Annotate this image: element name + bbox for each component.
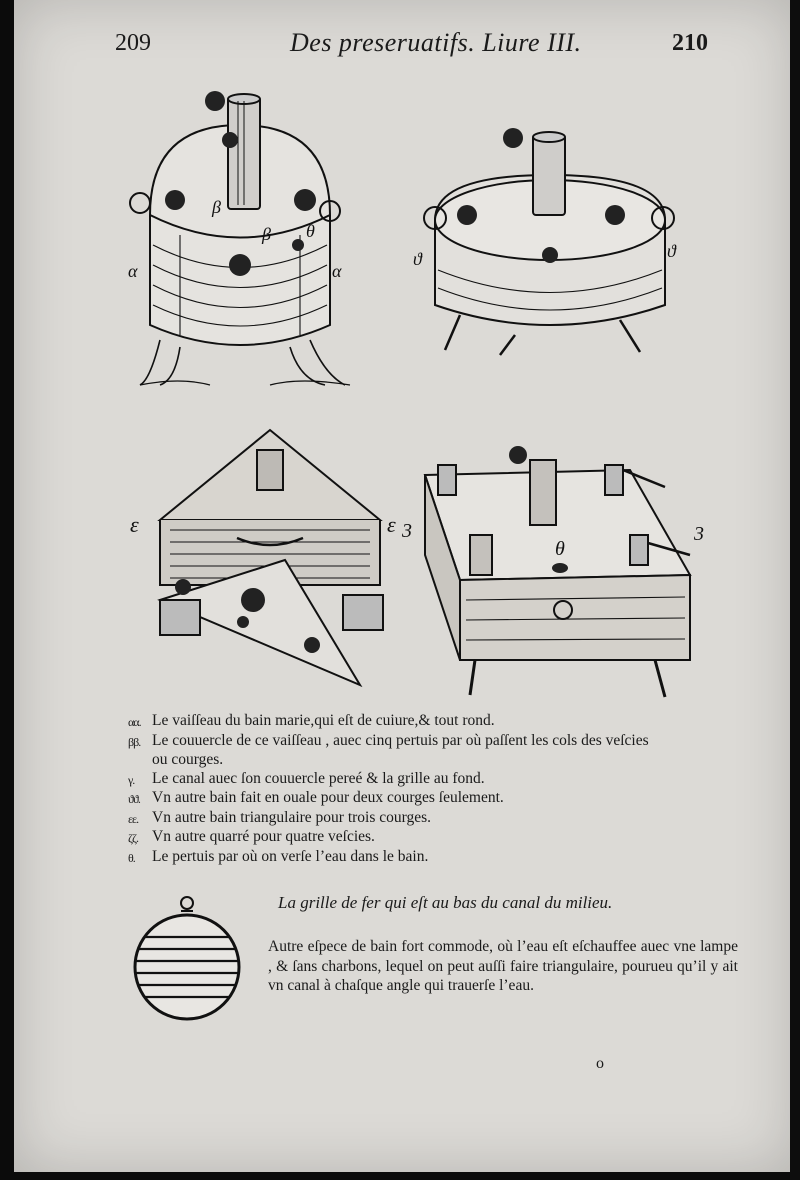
label-epsilon-left: ε [130,512,139,537]
label-epsilon-right: ε [387,512,396,537]
legend-symbol: ϑϑ. [128,792,140,806]
legend-text: Le couuercle de ce vaiſſeau , auec cinq pertuis par où paſſent les cols des veſcies [152,731,649,749]
figure-iron-grille [130,885,250,1025]
legend-text: ou courges. [152,751,224,768]
legend-row [128,828,728,848]
label-three-right: 3 [694,523,704,545]
legend-symbol: θ. [128,850,135,865]
legend-symbol [128,751,152,770]
legend-text: Le vaiſſeau du bain marie,qui eſt de cuiure,& tout rond. [152,712,495,729]
figure-legend [128,712,728,867]
legend-row [128,809,728,829]
label-theta-square: θ [555,538,565,560]
description-paragraph: Autre eſpece de bain fort commode, où l’eau eſt eſchauffee auec vne lampe , & ſans charbons, lequel on peut auſſi faire triangulaire, pourueu qu’il y ait vn canal à chaſque angle qui trauerſe l’eau. [268,938,738,994]
legend-symbol: αα. [128,715,141,729]
legend-symbol: ββ. [128,734,141,749]
running-title: Des preseruatifs. Liure III. [290,28,582,57]
legend-symbol: εε. [128,811,139,826]
grille-caption: La grille de fer qui eſt au bas du canal du milieu. [278,893,613,912]
page-header [0,26,800,66]
label-beta-left: β [212,197,221,217]
label-theta: θ [306,221,315,241]
page-number-right: 210 [672,30,708,56]
figure-round-bath [120,85,420,405]
legend-symbol: ζζ. [128,831,138,845]
catchword-mark: o [596,1055,604,1072]
label-theta-left: ϑ [413,249,422,269]
legend-row [128,789,728,809]
legend-symbol: γ. [128,772,135,787]
legend-row [128,732,728,752]
label-theta-right: ϑ [667,241,676,261]
label-alpha-right: α [332,261,342,281]
legend-row [128,770,728,790]
legend-text: Vn autre quarré pour quatre veſcies. [152,828,375,845]
figure-square-bath [400,425,720,705]
legend-row [128,751,728,770]
legend-row [128,848,728,868]
figure-triangular-bath [125,420,415,690]
legend-row [128,712,728,732]
legend-text: Le canal auec ſon couuercle pereé & la grille au fond. [152,769,485,787]
legend-text: Vn autre bain triangulaire pour trois courges. [152,808,432,826]
page-number-left: 209 [115,30,151,56]
label-three-left: 3 [402,520,412,542]
label-beta-right: β [262,224,271,244]
label-alpha-left: α [128,261,138,281]
legend-text: Vn autre bain fait en ouale pour deux courges ſeulement. [152,789,504,806]
legend-text: Le pertuis par où on verſe l’eau dans le bain. [152,847,429,865]
page-edge-shadow [790,0,800,1180]
figure-oval-bath [405,120,695,360]
